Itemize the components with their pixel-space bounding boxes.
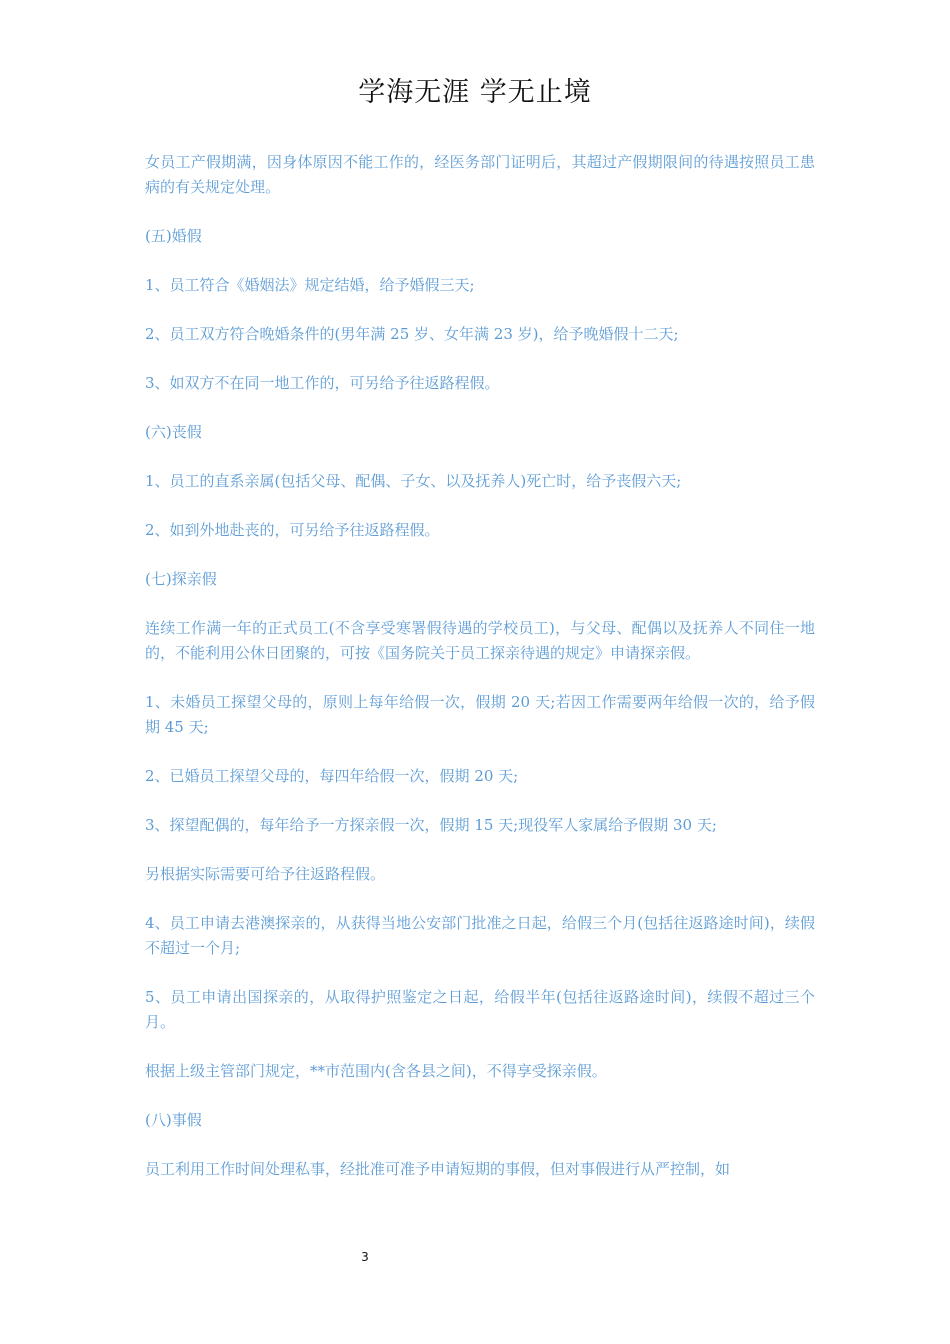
- document-body: [145, 150, 815, 1206]
- paragraph: 1、员工符合《婚姻法》规定结婚，给予婚假三天;: [145, 276, 475, 294]
- section-heading: (五)婚假: [145, 227, 202, 245]
- section-heading: (六)丧假: [145, 423, 202, 441]
- paragraph: 1、未婚员工探望父母的，原则上每年给假一次，假期 20 天;若因工作需要两年给假一次的，给予假期 45 天;: [145, 693, 815, 736]
- section-heading: (七)探亲假: [145, 570, 217, 588]
- paragraph: 2、已婚员工探望父母的，每四年给假一次，假期 20 天;: [145, 767, 519, 785]
- section-heading: (八)事假: [145, 1111, 202, 1129]
- paragraph: 1、员工的直系亲属(包括父母、配偶、子女、以及抚养人)死亡时，给予丧假六天;: [145, 472, 682, 490]
- paragraph: 员工利用工作时间处理私事，经批准可准予申请短期的事假，但对事假进行从严控制，如: [145, 1160, 731, 1178]
- page-number: 3: [361, 1250, 369, 1264]
- page-header-title: 学海无涯 学无止境: [358, 77, 592, 108]
- paragraph: 2、如到外地赴丧的，可另给予往返路程假。: [145, 521, 440, 539]
- paragraph: 另根据实际需要可给予往返路程假。: [145, 865, 386, 883]
- paragraph: 连续工作满一年的正式员工(不含享受寒署假待遇的学校员工)，与父母、配偶以及抚养人不同住一地的，不能利用公休日团聚的，可按《国务院关于员工探亲待遇的规定》申请探亲假。: [145, 619, 815, 662]
- paragraph: 3、如双方不在同一地工作的，可另给予往返路程假。: [145, 374, 500, 392]
- paragraph: 4、员工申请去港澳探亲的，从获得当地公安部门批准之日起，给假三个月(包括往返路途时间)，续假不超过一个月;: [145, 914, 815, 957]
- paragraph: 根据上级主管部门规定，**市范围内(含各县之间)，不得享受探亲假。: [145, 1062, 607, 1080]
- paragraph: 3、探望配偶的，每年给予一方探亲假一次，假期 15 天;现役军人家属给予假期 30 天;: [145, 816, 717, 834]
- paragraph: 女员工产假期满，因身体原因不能工作的，经医务部门证明后，其超过产假期限间的待遇按照员工患病的有关规定处理。: [145, 153, 815, 196]
- paragraph: 2、员工双方符合晚婚条件的(男年满 25 岁、女年满 23 岁)，给予晚婚假十二天;: [145, 325, 679, 343]
- paragraph: 5、员工申请出国探亲的，从取得护照鉴定之日起，给假半年(包括往返路途时间)，续假不超过三个月。: [145, 988, 815, 1031]
